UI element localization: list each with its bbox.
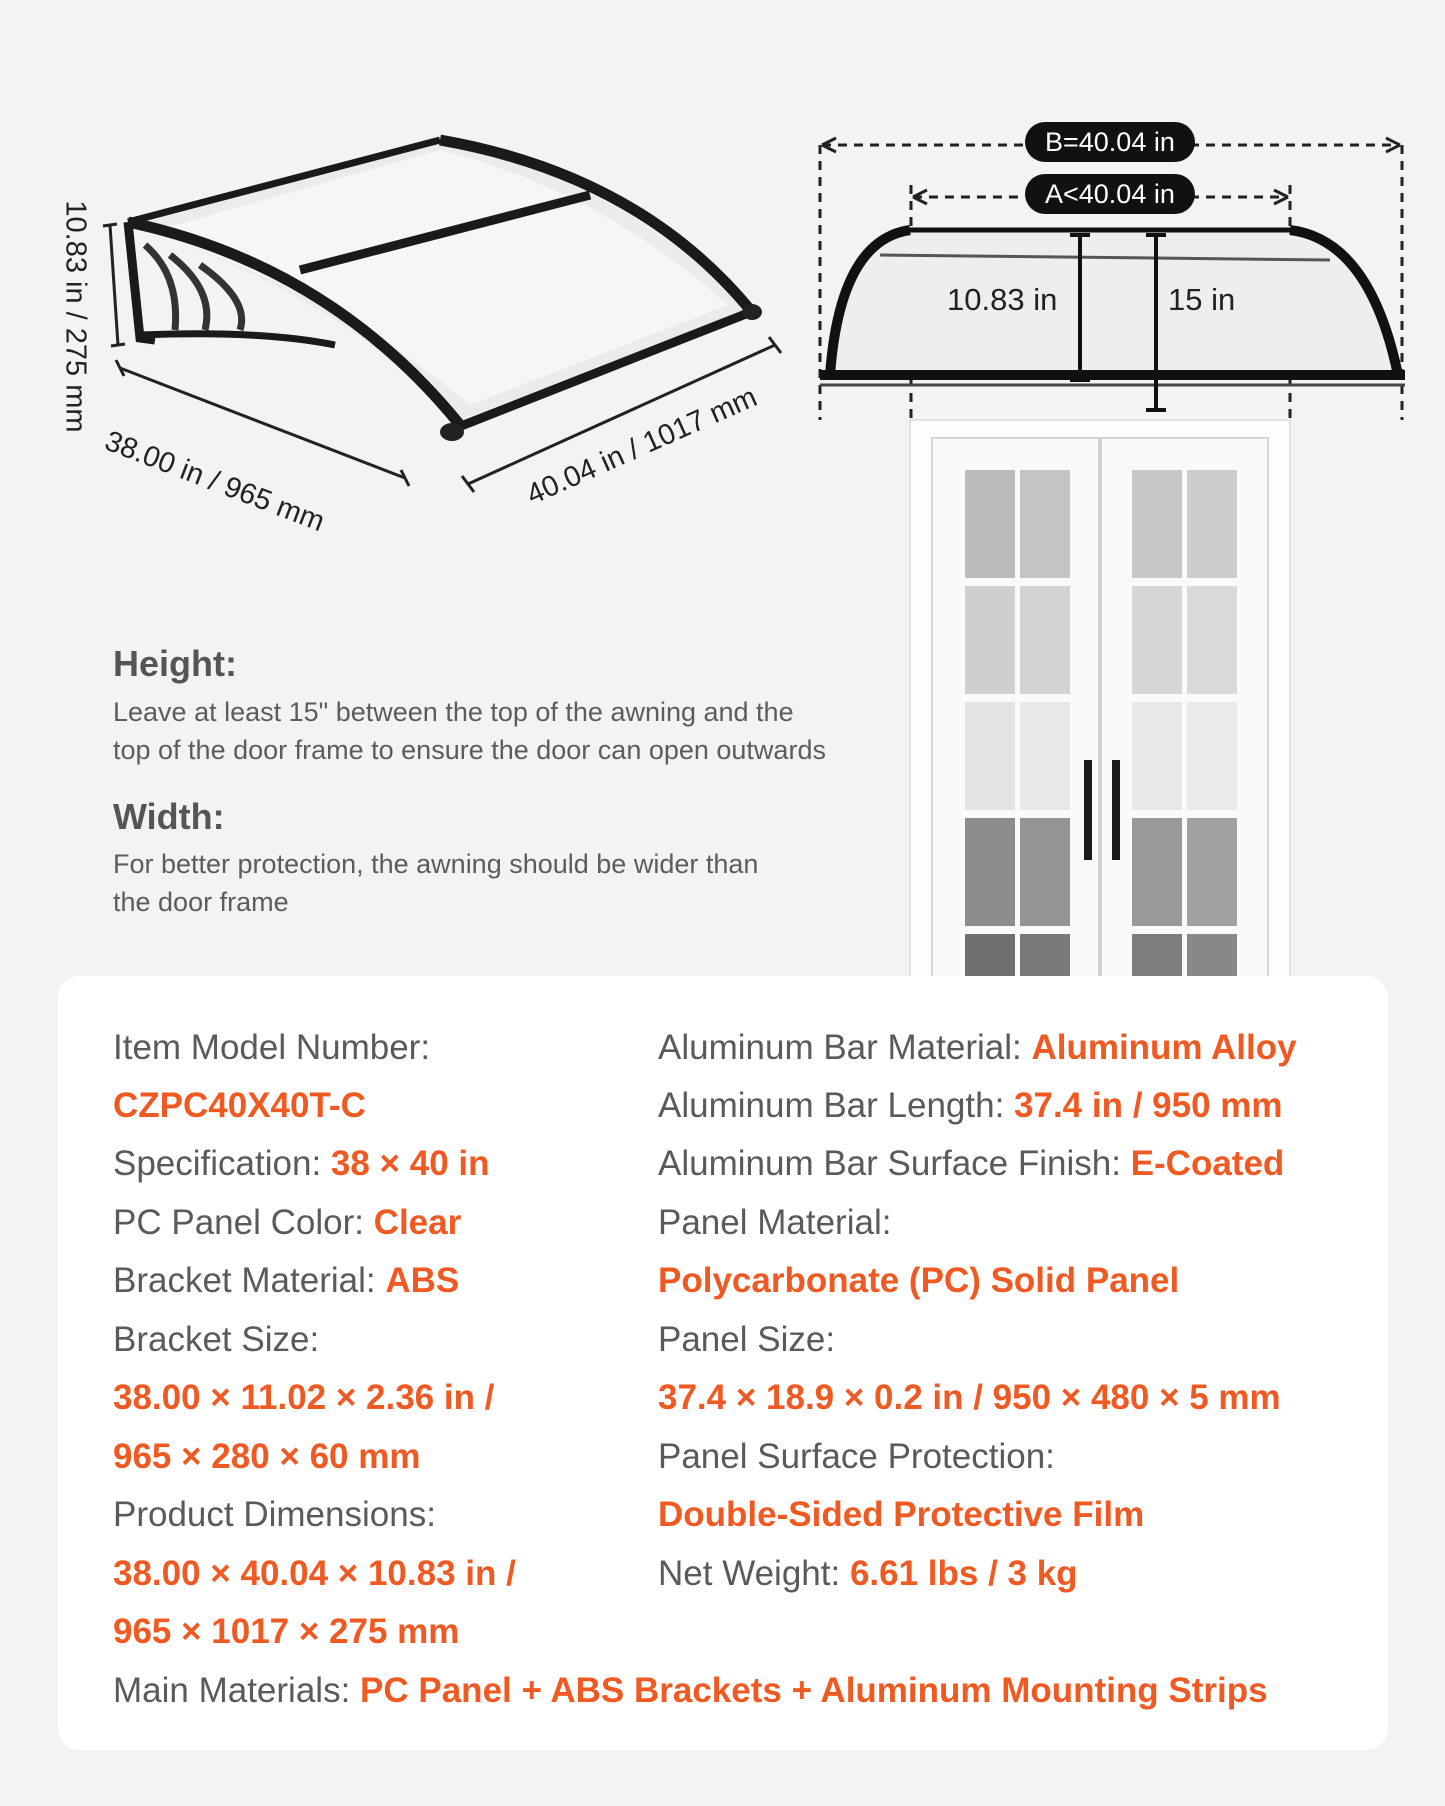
spec-label: Net Weight: (658, 1554, 850, 1593)
spec-value: 965 × 1017 × 275 mm (113, 1612, 460, 1651)
spec-panel-material (658, 1194, 891, 1252)
spec-value: 965 × 280 × 60 mm (113, 1437, 421, 1476)
height-dimension-label: 10.83 in / 275 mm (59, 200, 92, 433)
spec-bracket-material (113, 1252, 459, 1310)
spec-product-dimensions-value-2 (113, 1603, 459, 1661)
awning-front-view-illustration (800, 120, 1420, 990)
spec-value: Clear (373, 1203, 462, 1242)
spec-surface-protection-value (658, 1486, 1144, 1544)
spec-value: E-Coated (1130, 1144, 1285, 1183)
spec-model-number (113, 1019, 430, 1077)
spec-bracket-size-value-2 (113, 1428, 420, 1486)
spec-bracket-size (113, 1311, 319, 1369)
b-width-badge: B=40.04 in (1025, 122, 1195, 162)
height-tip-line-1: Leave at least 15" between the top of the awning and the (113, 697, 794, 727)
height-tip-line-2: top of the door frame to ensure the door can open outwards (113, 735, 826, 765)
spec-label: Panel Material: (658, 1203, 892, 1242)
spec-panel-material-value (658, 1252, 1179, 1310)
width-tip-text (113, 845, 758, 921)
spec-label: Specification: (113, 1144, 331, 1183)
spec-value: PC Panel + ABS Brackets + Aluminum Mounting Strips (360, 1671, 1268, 1710)
spec-label: Item Model Number: (113, 1028, 431, 1067)
width-dimension-label: 40.04 in / 1017 mm (522, 381, 762, 512)
spec-label: Bracket Size: (113, 1320, 320, 1359)
spec-value: 38.00 × 40.04 × 10.83 in / (113, 1554, 516, 1593)
spec-bar-finish (658, 1135, 1284, 1193)
spec-surface-protection (658, 1428, 1055, 1486)
clearance-label: 15 in (1168, 282, 1236, 317)
depth-dimension-label: 38.00 in / 965 mm (100, 425, 329, 539)
spec-value: 38.00 × 11.02 × 2.36 in / (113, 1378, 495, 1417)
spec-value: Double-Sided Protective Film (658, 1495, 1145, 1534)
spec-value: 37.4 × 18.9 × 0.2 in / 950 × 480 × 5 mm (658, 1378, 1281, 1417)
height-tip-title: Height: (113, 643, 237, 684)
spec-main-materials (113, 1662, 1268, 1720)
spec-label: Bracket Material: (113, 1261, 386, 1300)
spec-model-number-value (113, 1077, 366, 1135)
spec-value: Polycarbonate (PC) Solid Panel (658, 1261, 1180, 1300)
spec-panel-color (113, 1194, 461, 1252)
spec-specification (113, 1135, 489, 1193)
spec-value: 6.61 lbs / 3 kg (849, 1554, 1078, 1593)
spec-value: CZPC40X40T-C (113, 1086, 366, 1125)
spec-bar-material (658, 1019, 1297, 1077)
width-tip-line-2: the door frame (113, 887, 289, 917)
spec-label: Panel Surface Protection: (658, 1437, 1055, 1476)
spec-panel-size-value (658, 1369, 1281, 1427)
spec-product-dimensions-value-1 (113, 1545, 516, 1603)
spec-value: ABS (385, 1261, 460, 1300)
height-tip-text (113, 693, 826, 769)
spec-label: Panel Size: (658, 1320, 836, 1359)
awning-height-label: 10.83 in (947, 282, 1058, 317)
spec-label: Product Dimensions: (113, 1495, 436, 1534)
spec-value: Aluminum Alloy (1031, 1028, 1297, 1067)
spec-net-weight (658, 1545, 1078, 1603)
spec-label: Aluminum Bar Material: (658, 1028, 1032, 1067)
width-tip-line-1: For better protection, the awning should be wider than (113, 849, 759, 879)
spec-label: Main Materials: (113, 1671, 361, 1710)
spec-bar-length (658, 1077, 1283, 1135)
spec-label: Aluminum Bar Surface Finish: (658, 1144, 1131, 1183)
width-tip-title: Width: (113, 796, 225, 837)
spec-value: 38 × 40 in (330, 1144, 490, 1183)
spec-label: Aluminum Bar Length: (658, 1086, 1015, 1125)
a-width-badge: A<40.04 in (1025, 174, 1195, 214)
spec-label: PC Panel Color: (113, 1203, 374, 1242)
spec-panel-size (658, 1311, 835, 1369)
spec-value: 37.4 in / 950 mm (1014, 1086, 1283, 1125)
spec-product-dimensions (113, 1486, 436, 1544)
spec-bracket-size-value-1 (113, 1369, 494, 1427)
